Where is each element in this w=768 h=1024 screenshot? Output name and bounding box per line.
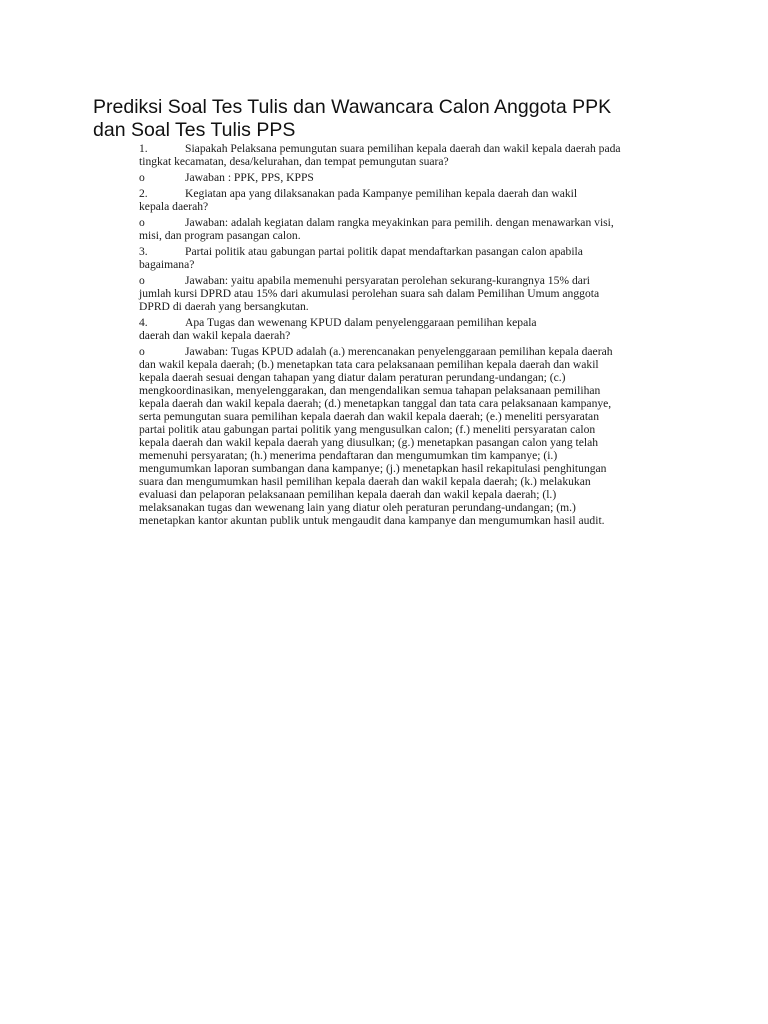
line-text: suara dan mengumumkan hasil pemilihan kepala daerah dan wakil kepala daerah; (k.) melakukan: [139, 475, 591, 488]
line-text: Jawaban: yaitu apabila memenuhi persyaratan perolehan sekurang-kurangnya 15% dari: [185, 274, 590, 287]
question-item: [139, 142, 679, 168]
text-line: [139, 384, 679, 397]
question-number: 4.: [139, 316, 148, 329]
line-text: Kegiatan apa yang dilaksanakan pada Kampanye pemilihan kepala daerah dan wakil: [185, 187, 578, 200]
line-text: mengkoordinasikan, menyelenggarakan, dan mengendalikan semua tahapan pelaksanaan pemilihan: [139, 384, 601, 397]
line-text: serta pemungutan suara pemilihan kepala daerah dan wakil kepala daerah; (e.) meneliti persyaratan: [139, 410, 599, 423]
line-text: DPRD di daerah yang bersangkutan.: [139, 300, 309, 313]
line-text: misi, dan program pasangan calon.: [139, 229, 301, 242]
text-line: [139, 300, 679, 313]
text-line: [139, 358, 679, 371]
line-text: mengumumkan laporan sumbangan dana kampanye; (j.) menetapkan hasil rekapitulasi penghitungan: [139, 462, 607, 475]
question-item: [139, 187, 679, 213]
question-list: [139, 142, 679, 530]
text-line: [139, 488, 679, 501]
text-line: [139, 171, 679, 184]
line-text: dan wakil kepala daerah; (b.) menetapkan tata cara pelaksanaan pemilihan kepala daerah dan wakil: [139, 358, 599, 371]
bullet-marker: o: [139, 345, 145, 358]
line-text: daerah dan wakil kepala daerah?: [139, 329, 291, 342]
line-text: kepala daerah dan wakil kepala daerah; (d.) menetapkan tanggal dan tata cara pelaksanaan kampanye,: [139, 397, 612, 410]
line-text: kepala daerah dan wakil kepala daerah yang diusulkan; (g.) menetapkan pasangan calon yang telah: [139, 436, 599, 449]
text-line: [139, 462, 679, 475]
text-line: [139, 187, 679, 200]
line-text: kepala daerah?: [139, 200, 209, 213]
question-number: 3.: [139, 245, 148, 258]
text-line: [139, 345, 679, 358]
line-text: Jawaban : PPK, PPS, KPPS: [185, 171, 314, 184]
text-line: [139, 229, 679, 242]
answer-item: [139, 345, 679, 527]
line-text: jumlah kursi DPRD atau 15% dari akumulasi perolehan suara sah dalam Pemilihan Umum anggota: [139, 287, 600, 300]
text-line: [139, 287, 679, 300]
question-item: [139, 316, 679, 342]
text-line: [139, 449, 679, 462]
line-text: Apa Tugas dan wewenang KPUD dalam penyelenggaraan pemilihan kepala: [185, 316, 537, 329]
line-text: Partai politik atau gabungan partai politik dapat mendaftarkan pasangan calon apabila: [185, 245, 583, 258]
line-text: memenuhi persyaratan; (h.) menerima pendaftaran dan mengumumkan tim kampanye; (i.): [139, 449, 558, 462]
text-line: [139, 329, 679, 342]
question-item: [139, 245, 679, 271]
text-line: [139, 258, 679, 271]
text-line: [139, 155, 679, 168]
answer-item: [139, 171, 679, 184]
text-line: [139, 371, 679, 384]
text-line: [139, 423, 679, 436]
bullet-marker: o: [139, 274, 145, 287]
line-text: tingkat kecamatan, desa/kelurahan, dan tempat pemungutan suara?: [139, 155, 449, 168]
text-line: [139, 514, 679, 527]
text-line: [139, 436, 679, 449]
text-line: [139, 245, 679, 258]
text-line: [139, 216, 679, 229]
line-text: menetapkan kantor akuntan publik untuk mengaudit dana kampanye dan mengumumkan hasil audit.: [139, 514, 605, 527]
title-line-1: Prediksi Soal Tes Tulis dan Wawancara Calon Anggota PPK: [93, 96, 612, 118]
answer-item: [139, 274, 679, 313]
text-line: [139, 501, 679, 514]
line-text: Jawaban: Tugas KPUD adalah (a.) merencanakan penyelenggaraan pemilihan kepala daerah: [185, 345, 613, 358]
bullet-marker: o: [139, 171, 145, 184]
question-number: 2.: [139, 187, 148, 200]
text-line: [139, 274, 679, 287]
line-text: evaluasi dan pelaporan pelaksanaan pemilihan kepala daerah dan wakil kepala daerah; (l.): [139, 488, 557, 501]
line-text: partai politik atau gabungan partai politik yang mengusulkan calon; (f.) meneliti persyaratan calon: [139, 423, 596, 436]
line-text: Jawaban: adalah kegiatan dalam rangka meyakinkan para pemilih. dengan menawarkan visi,: [185, 216, 614, 229]
line-text: Siapakah Pelaksana pemungutan suara pemilihan kepala daerah dan wakil kepala daerah pada: [185, 142, 621, 155]
text-line: [139, 316, 679, 329]
answer-item: [139, 216, 679, 242]
text-line: [139, 200, 679, 213]
bullet-marker: o: [139, 216, 145, 229]
line-text: bagaimana?: [139, 258, 195, 271]
line-text: kepala daerah sesuai dengan tahapan yang diatur dalam peraturan perundang-undangan; (c.): [139, 371, 566, 384]
text-line: [139, 142, 679, 155]
text-line: [139, 397, 679, 410]
text-line: [139, 475, 679, 488]
text-line: [139, 410, 679, 423]
page-title: [93, 96, 693, 142]
line-text: melaksanakan tugas dan wewenang lain yang diatur oleh peraturan perundang-undangan; (m.): [139, 501, 576, 514]
title-line-2: dan Soal Tes Tulis PPS: [93, 119, 296, 141]
question-number: 1.: [139, 142, 148, 155]
